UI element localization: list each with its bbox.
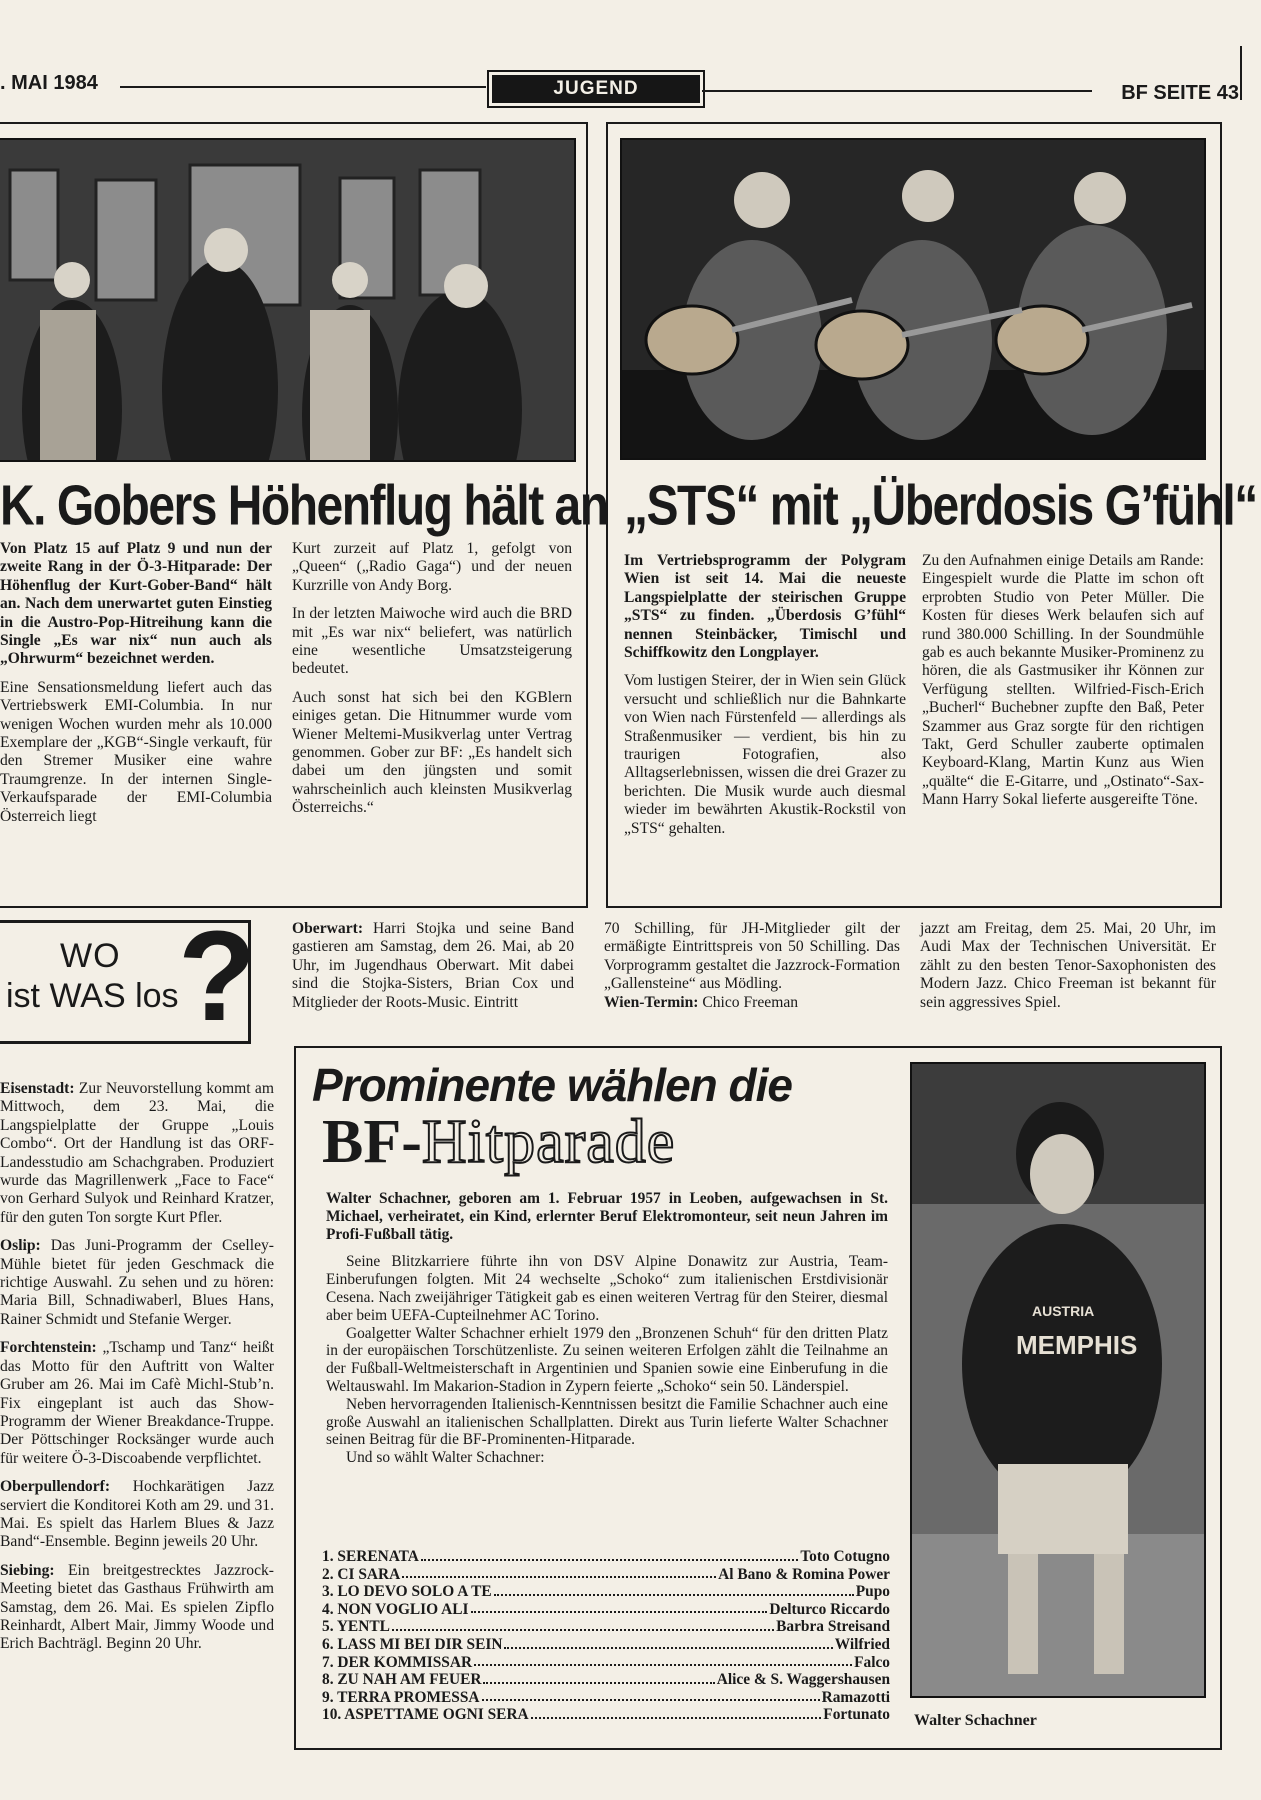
leader-dots — [471, 1601, 768, 1614]
leader-dots — [482, 1689, 820, 1702]
gober-headline: K. Gobers Höhenflug hält an — [0, 475, 608, 538]
jersey-text-2: MEMPHIS — [1016, 1330, 1138, 1360]
leader-dots — [402, 1566, 716, 1579]
hitparade-paragraph: Goalgetter Walter Schachner erhielt 1979 den „Bronzenen Schuh“ für den dritten Platz in der europäischen Torschützenliste. Zu seinen weiteren Erfolgen zählt die Teilnahme an der Fußball-Weltmeisterschaft in Argentinien und Spanien sowie eine Einberufung in die Weltauswahl. Im Makarion-Stadion in Zypern feierte „Schoko“ sein 50. Länderspiel. — [326, 1324, 888, 1395]
page-number: BF SEITE 43 — [1121, 82, 1239, 104]
margin-rule — [1240, 46, 1242, 100]
wo-ist-was-los-box — [0, 905, 257, 1048]
song-artist: Falco — [854, 1653, 890, 1671]
header-rule-right — [702, 90, 1092, 92]
events-column-1 — [292, 920, 574, 1022]
schachner-photo-graphic — [912, 1064, 1204, 1696]
event-text: jazzt am Freitag, dem 25. Mai, 20 Uhr, im Audi Max der Technischen Universität. Er zählt zu den besten Tenor-Saxophonisten des Modern Jazz. Chico Freeman ist bekannt für sein aggressives Spiel. — [920, 920, 1216, 1011]
event-item — [604, 994, 900, 1012]
hitparade-title: Prominente wählen die — [312, 1059, 792, 1111]
bf-logo-letters: BF — [322, 1108, 402, 1176]
song-artist: Fortunato — [823, 1706, 890, 1724]
song-title: 1. SERENATA — [322, 1548, 419, 1565]
leader-dots — [494, 1583, 854, 1596]
section-tag: JUGEND — [487, 70, 705, 108]
hitparade-list-item — [322, 1566, 890, 1584]
event-place: Forchtenstein: — [0, 1339, 97, 1357]
sts-photo-graphic — [622, 140, 1204, 458]
leader-dots — [474, 1654, 852, 1667]
event-place: Eisenstadt: — [0, 1080, 75, 1097]
event-text: Das Juni-Programm der Cselley-Mühle bietet für jeden Geschmack die richtige Auswahl. Zu sehen und zu hören: Maria Bill, Schnadiwaberl, Blues Hans, Rainer Schmidt und Stefanie Werger. — [0, 1237, 274, 1328]
hitparade-lead: Walter Schachner, geboren am 1. Februar 1957 in Leoben, aufgewachsen in St. Michael, verheiratet, ein Kind, erlernter Beruf Elektromonteur, seit neun Jahren im Profi-Fußball tätig. — [326, 1190, 888, 1243]
hitparade-logo-word: Hitparade — [421, 1108, 676, 1176]
hitparade-list-item — [322, 1689, 890, 1707]
song-title: 2. CI SARA — [322, 1565, 401, 1583]
hitparade-list — [322, 1548, 890, 1724]
song-title: 4. NON VOGLIO ALI — [322, 1600, 469, 1618]
song-artist: Barbra Streisand — [776, 1618, 890, 1636]
song-title: 7. DER KOMMISSAR — [322, 1653, 473, 1671]
hitparade-list-item — [322, 1618, 890, 1636]
event-place: Wien-Termin: — [604, 993, 699, 1011]
issue-date: . MAI 1984 — [0, 72, 98, 94]
leader-dots — [531, 1706, 822, 1719]
hitparade-paragraph: Und so wählt Walter Schachner: — [346, 1449, 545, 1467]
hitparade-list-item — [322, 1583, 890, 1601]
hitparade-text — [326, 1190, 888, 1477]
leader-dots — [421, 1548, 798, 1561]
event-item — [0, 1237, 274, 1329]
photo-caption: Walter Schachner — [914, 1712, 1037, 1729]
song-artist: Alice & S. Waggershausen — [716, 1671, 890, 1689]
hitparade-list-item — [322, 1601, 890, 1619]
events-column-left — [0, 1080, 274, 1664]
event-item — [604, 920, 900, 994]
event-text: Ein breitgestrecktes Jazzrock-Meeting bietet das Gasthaus Frühwirth am Samstag, dem 26. Mai. Es spielen Zipflo Reinhardt, Albert Mair, Jimmy Woode und Erich Bachträgl. Beginn 20 Uhr. — [0, 1561, 274, 1653]
sts-column-1 — [624, 552, 906, 848]
song-title: 3. LO DEVO SOLO A TE — [322, 1583, 492, 1601]
leader-dots — [504, 1636, 832, 1649]
song-title: 9. TERRA PROMESSA — [322, 1688, 480, 1706]
sts-headline: „STS“ mit „Überdosis G’fühl“ — [624, 475, 1257, 538]
leader-dots — [483, 1671, 714, 1684]
event-place: Oslip: — [0, 1237, 41, 1255]
wo-label: WO — [60, 937, 121, 975]
sts-paragraph: Vom lustigen Steirer, der in Wien sein Glück versucht und schließlich nur die Bahnkarte von Wien nach Fürstenfeld — allerdings als Straßenmusiker — verdient, bis hin zu traurigen Fotografien, also Alltagserlebnissen, wissen die drei Grazer zu berichten. Die Musik wurde auch diesmal wieder im bewährten Akustik-Rockstil von „STS“ gehalten. — [624, 672, 906, 837]
song-artist: Al Bano & Romina Power — [718, 1565, 890, 1583]
event-item — [0, 1478, 274, 1552]
gober-column-1 — [0, 540, 272, 836]
leader-dots — [392, 1618, 774, 1631]
gober-lead: Von Platz 15 auf Platz 9 und nun der zweite Rang in der Ö-3-Hitparade: Der Höhenflug der Kurt-Gober-Band“ hält an. Nach dem unerwartet guten Einstieg in die Austro-Pop-Hitreihung kann die Single „Es war nix“ nun auch als „Ohrwurm“ bezeichnet werden. — [0, 540, 272, 668]
gober-paragraph: In der letzten Maiwoche wird auch die BRD mit „Es war nix“ beliefert, was natürlich eine wesentliche Umsatzsteigerung bedeutet. — [292, 605, 572, 678]
event-item — [920, 920, 1216, 1012]
song-title: 5. YENTL — [322, 1618, 390, 1636]
hitparade-list-item — [322, 1548, 890, 1566]
event-item — [0, 1339, 274, 1468]
sts-paragraph: Zu den Aufnahmen einige Details am Rande: Eingespielt wurde die Platte im schon oft erprobten Studio von Peter Müller. Die Kosten für dieses Werk belaufen sich auf rund 380.000 Schilling. In der Soundmühle gab es auch bekannte Musiker-Prominenz zu hören, die als Gastmusiker ihr Können zur Verfügung stellten. Wilfried-Fisch-Erich „Bucherl“ Buchebner zupfte den Baß, Peter Szammer aus Graz sorgte für den richtigen Takt, Gerd Schuller zauberte optimalen Keyboard-Klang, Martin Kunz aus Wien „quälte“ die E-Gitarre, und „Ostinato“-Sax-Mann Harry Sokal lieferte ausgereifte Töne. — [922, 552, 1204, 809]
sts-band-photo — [620, 138, 1206, 460]
event-text: „Tschamp und Tanz“ heißt das Motto für den Auftritt von Walter Gruber am 26. Mai im Cafè Michl-Stub’n. Fix eingeplant ist auch das Show-Programm der Wiener Breakdance-Truppe. Der Pöttschinger Rocksänger wurde auch für weitere Ö-3-Discoabende verpflichtet. — [0, 1339, 274, 1467]
event-text: 70 Schilling, für JH-Mitglieder gilt der ermäßigte Eintrittspreis von 50 Schilling. Das Vorprogramm gestaltet die Jazzrock-Formation „Gallensteine“ aus Mödling. — [604, 920, 900, 993]
schachner-photo — [910, 1062, 1206, 1698]
event-text: Zur Neuvorstellung kommt am Mittwoch, dem 23. Mai, die Langspielplatte der Gruppe „Louis Combo“. Ort der Handlung ist das ORF-Landesstudio am Schachgraben. Produziert wurde das Magrillenwerk „Face to Face“ von Gerhard Sulyok und Reinhard Kratzer, für den guten Ton sorgte Kurt Pfler. — [0, 1080, 274, 1226]
event-item — [0, 1562, 274, 1654]
header-rule-left — [120, 86, 486, 88]
event-item — [292, 920, 574, 1012]
song-title: 6. LASS MI BEI DIR SEIN — [322, 1635, 503, 1653]
gober-paragraph: Kurt zurzeit auf Platz 1, gefolgt von „Queen“ („Radio Gaga“) und der neuen Kurzrille von Andy Borg. — [292, 540, 572, 594]
gober-paragraph: Eine Sensationsmeldung liefert auch das Vertriebswerk EMI-Columbia. In nur wenigen Wochen wurden mehr als 10.000 Exemplare der „KGB“-Single verkauft, für den Stremer Musiker eine wahre Traumgrenze. In der internen Single-Verkaufsparade der EMI-Columbia Österreich liegt — [0, 678, 272, 825]
gober-photo-graphic — [0, 140, 574, 460]
song-artist: Wilfried — [834, 1635, 890, 1653]
event-item — [0, 1080, 274, 1227]
event-place: Oberpullendorf: — [0, 1478, 111, 1496]
gober-column-2 — [292, 540, 572, 828]
gober-paragraph: Auch sonst hat sich bei den KGBlern einiges getan. Die Hitnummer wurde vom Wiener Meltemi-Musikverlag unter Vertrag genommen. Gober zur BF: „Es handelt sich dabei um den jüngsten und somit wahrscheinlich auch kleinsten Musikverlag Österreichs.“ — [292, 688, 572, 817]
hitparade-list-item — [322, 1636, 890, 1654]
song-title: 10. ASPETTAME OGNI SERA — [322, 1706, 529, 1724]
song-artist: Pupo — [855, 1583, 890, 1601]
sts-lead: Im Vertriebsprogramm der Polygram Wien ist seit 14. Mai die neueste Langspielplatte der steirischen Gruppe „STS“ zu finden. „Überdosis G’fühl“ nennen Steinbäcker, Timischl und Schiffkowitz den Longplayer. — [624, 552, 906, 662]
events-column-3 — [920, 920, 1216, 1022]
song-artist: Ramazotti — [821, 1688, 890, 1706]
event-text: Harri Stojka und seine Band gastieren am Samstag, dem 26. Mai, ab 20 Uhr, im Jugendhaus Oberwart. Mit dabei sind die Stojka-Sisters, Brian Cox und Mitglieder der Roots-Music. Eintritt — [292, 920, 574, 1011]
event-place: Siebing: — [0, 1561, 55, 1579]
gober-band-photo — [0, 138, 576, 462]
hitparade-list-item — [322, 1706, 890, 1724]
question-mark-icon: ? — [178, 905, 257, 1048]
hitparade-paragraph: Seine Blitzkarriere führte ihn von DSV Alpine Donawitz zur Austria, Team-Einberufungen folgten. Mit 24 wechselte „Schoko“ zum italienischen Erstdivisionär Cesena. Nach zweijähriger Tätigkeit gab es einen weiteren Vertrag für den Steirer, diesmal aber beim UEFA-Cupteilnehmer AC Torino. — [326, 1253, 888, 1324]
bf-hitparade-logo — [322, 1106, 675, 1194]
event-text: Hochkarätigen Jazz serviert die Konditorei Koth am 29. und 31. Mai. Es spielt das Harlem Blues & Jazz Band“-Ensemble. Beginn jeweils 20 Uhr. — [0, 1478, 274, 1551]
event-text: Chico Freeman — [698, 993, 799, 1011]
sts-column-2 — [922, 552, 1204, 820]
hitparade-list-item — [322, 1654, 890, 1672]
song-artist: Toto Cotugno — [800, 1548, 890, 1565]
events-column-2 — [604, 920, 900, 1022]
song-artist: Delturco Riccardo — [769, 1600, 890, 1618]
hitparade-paragraph: Neben hervorragenden Italienisch-Kenntnissen besitzt die Familie Schachner auch eine große Auswahl an italienischen Schallplatten. Direkt aus Turin lieferte Walter Schachner seinen Beitrag für die BF-Prominenten-Hitparade. — [326, 1395, 888, 1449]
jersey-text-1: AUSTRIA — [1032, 1303, 1095, 1319]
hitparade-list-item — [322, 1671, 890, 1689]
ist-was-los-label: ist WAS los — [6, 977, 179, 1015]
bf-logo-hyphen: - — [401, 1108, 422, 1176]
event-place: Oberwart: — [292, 920, 364, 937]
song-title: 8. ZU NAH AM FEUER — [322, 1671, 482, 1689]
